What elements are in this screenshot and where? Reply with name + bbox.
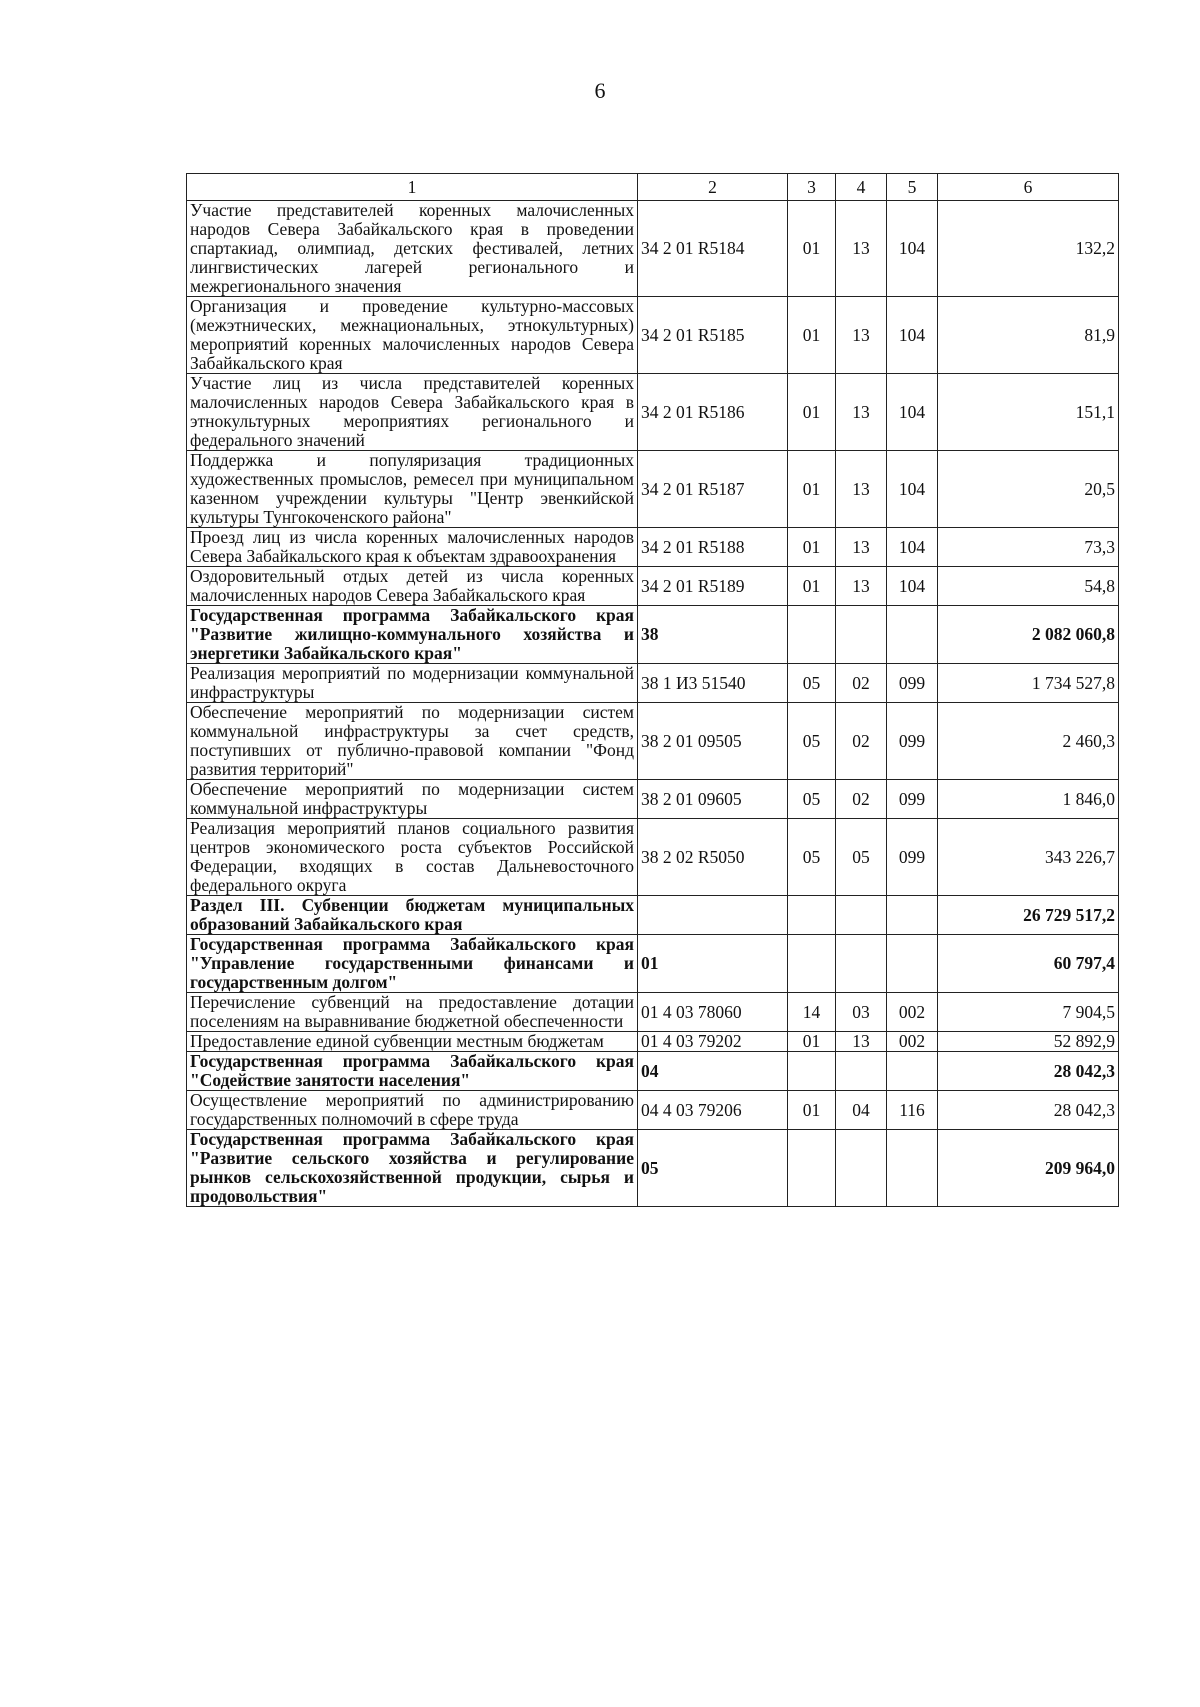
table-row [187,1032,1119,1052]
amount-cell: 132,2 [938,201,1119,297]
table-row [187,935,1119,993]
header-cell: 1 [187,174,638,201]
table-body [187,201,1119,1207]
code-cell: 04 4 03 79206 [638,1091,788,1130]
table-row [187,993,1119,1032]
subsection-cell: 13 [836,297,887,374]
expense-type-cell: 116 [887,1091,938,1130]
table-row [187,1130,1119,1207]
table-row [187,451,1119,528]
budget-table [186,173,1119,1207]
amount-cell: 26 729 517,2 [938,896,1119,935]
section-cell: 05 [788,819,836,896]
subsection-cell: 13 [836,201,887,297]
amount-cell: 28 042,3 [938,1091,1119,1130]
table-row [187,664,1119,703]
expense-type-cell: 002 [887,993,938,1032]
table-row [187,1091,1119,1130]
amount-cell: 60 797,4 [938,935,1119,993]
section-cell: 01 [788,528,836,567]
table-row [187,780,1119,819]
amount-cell: 28 042,3 [938,1052,1119,1091]
section-cell: 01 [788,201,836,297]
code-cell: 34 2 01 R5185 [638,297,788,374]
name-cell: Государственная программа Забайкальского края "Содействие занятости населения" [187,1052,638,1091]
table-row [187,297,1119,374]
subsection-cell: 13 [836,451,887,528]
amount-cell: 7 904,5 [938,993,1119,1032]
subsection-cell [836,935,887,993]
code-cell: 34 2 01 R5184 [638,201,788,297]
subsection-cell: 05 [836,819,887,896]
section-cell [788,1130,836,1207]
subsection-cell: 02 [836,664,887,703]
code-cell: 38 2 01 09605 [638,780,788,819]
expense-type-cell: 099 [887,819,938,896]
section-cell [788,935,836,993]
header-cell: 6 [938,174,1119,201]
name-cell: Проезд лиц из числа коренных малочисленных народов Севера Забайкальского края к объектам здравоохранения [187,528,638,567]
code-cell: 38 2 02 R5050 [638,819,788,896]
expense-type-cell: 104 [887,374,938,451]
code-cell: 05 [638,1130,788,1207]
name-cell: Осуществление мероприятий по администрированию государственных полномочий в сфере труда [187,1091,638,1130]
amount-cell: 1 734 527,8 [938,664,1119,703]
section-cell: 05 [788,664,836,703]
amount-cell: 81,9 [938,297,1119,374]
expense-type-cell: 104 [887,297,938,374]
name-cell: Поддержка и популяризация традиционных художественных промыслов, ремесел при муниципальном казенном учреждении культуры "Центр эвенкийской культуры Тунгокоченского района" [187,451,638,528]
code-cell: 34 2 01 R5186 [638,374,788,451]
amount-cell: 73,3 [938,528,1119,567]
section-cell: 14 [788,993,836,1032]
name-cell: Реализация мероприятий по модернизации коммунальной инфраструктуры [187,664,638,703]
section-cell: 01 [788,374,836,451]
amount-cell: 2 082 060,8 [938,606,1119,664]
amount-cell: 54,8 [938,567,1119,606]
table-row [187,703,1119,780]
expense-type-cell: 002 [887,1032,938,1052]
name-cell: Оздоровительный отдых детей из числа коренных малочисленных народов Севера Забайкальского края [187,567,638,606]
section-cell [788,1052,836,1091]
amount-cell: 1 846,0 [938,780,1119,819]
subsection-cell: 13 [836,567,887,606]
subsection-cell: 03 [836,993,887,1032]
expense-type-cell: 104 [887,567,938,606]
amount-cell: 343 226,7 [938,819,1119,896]
name-cell: Раздел III. Субвенции бюджетам муниципальных образований Забайкальского края [187,896,638,935]
name-cell: Реализация мероприятий планов социального развития центров экономического роста субъектов Российской Федерации, входящих в состав Дальневосточного федерального округа [187,819,638,896]
table-row [187,606,1119,664]
section-cell: 01 [788,1091,836,1130]
code-cell: 34 2 01 R5188 [638,528,788,567]
name-cell: Предоставление единой субвенции местным бюджетам [187,1032,638,1052]
code-cell: 01 4 03 79202 [638,1032,788,1052]
code-cell: 38 2 01 09505 [638,703,788,780]
subsection-cell: 13 [836,374,887,451]
header-cell: 5 [887,174,938,201]
subsection-cell [836,896,887,935]
section-cell: 01 [788,451,836,528]
subsection-cell: 13 [836,528,887,567]
subsection-cell [836,606,887,664]
code-cell: 01 4 03 78060 [638,993,788,1032]
expense-type-cell: 099 [887,703,938,780]
code-cell: 38 1 И3 51540 [638,664,788,703]
expense-type-cell: 104 [887,528,938,567]
expense-type-cell: 099 [887,664,938,703]
name-cell: Участие представителей коренных малочисленных народов Севера Забайкальского края в проведении спартакиад, олимпиад, детских фестивалей, летних лингвистических лагерей регионального и межрегионального значения [187,201,638,297]
expense-type-cell [887,896,938,935]
code-cell: 38 [638,606,788,664]
expense-type-cell [887,935,938,993]
amount-cell: 20,5 [938,451,1119,528]
section-cell: 05 [788,780,836,819]
header-cell: 2 [638,174,788,201]
table-row [187,819,1119,896]
subsection-cell: 04 [836,1091,887,1130]
expense-type-cell: 104 [887,451,938,528]
amount-cell: 151,1 [938,374,1119,451]
section-cell: 01 [788,567,836,606]
subsection-cell: 02 [836,703,887,780]
code-cell: 34 2 01 R5187 [638,451,788,528]
amount-cell: 209 964,0 [938,1130,1119,1207]
header-cell: 3 [788,174,836,201]
name-cell: Государственная программа Забайкальского края "Развитие жилищно-коммунального хозяйства и энергетики Забайкальского края" [187,606,638,664]
subsection-cell: 02 [836,780,887,819]
name-cell: Государственная программа Забайкальского края "Управление государственными финансами и государственным долгом" [187,935,638,993]
table-row [187,374,1119,451]
header-cell: 4 [836,174,887,201]
table-row [187,1052,1119,1091]
expense-type-cell: 104 [887,201,938,297]
table-row [187,896,1119,935]
expense-type-cell: 099 [887,780,938,819]
code-cell [638,896,788,935]
expense-type-cell [887,606,938,664]
subsection-cell [836,1052,887,1091]
subsection-cell: 13 [836,1032,887,1052]
section-cell [788,896,836,935]
code-cell: 04 [638,1052,788,1091]
table-row [187,528,1119,567]
header-row [187,174,1119,201]
name-cell: Обеспечение мероприятий по модернизации систем коммунальной инфраструктуры за счет средств, поступивших от публично-правовой компании "Фонд развития территорий" [187,703,638,780]
name-cell: Государственная программа Забайкальского края "Развитие сельского хозяйства и регулирование рынков сельскохозяйственной продукции, сырья и продовольствия" [187,1130,638,1207]
code-cell: 34 2 01 R5189 [638,567,788,606]
page-number: 6 [594,78,606,103]
section-cell [788,606,836,664]
expense-type-cell [887,1052,938,1091]
name-cell: Перечисление субвенций на предоставление дотации поселениям на выравнивание бюджетной обеспеченности [187,993,638,1032]
name-cell: Обеспечение мероприятий по модернизации систем коммунальной инфраструктуры [187,780,638,819]
subsection-cell [836,1130,887,1207]
table-row [187,201,1119,297]
table-row [187,567,1119,606]
expense-type-cell [887,1130,938,1207]
section-cell: 05 [788,703,836,780]
amount-cell: 2 460,3 [938,703,1119,780]
section-cell: 01 [788,297,836,374]
code-cell: 01 [638,935,788,993]
name-cell: Организация и проведение культурно-массовых (межэтнических, межнациональных, этнокультурных) мероприятий коренных малочисленных народов Севера Забайкальского края [187,297,638,374]
amount-cell: 52 892,9 [938,1032,1119,1052]
section-cell: 01 [788,1032,836,1052]
name-cell: Участие лиц из числа представителей коренных малочисленных народов Севера Забайкальского края в этнокультурных мероприятиях регионального и федерального значений [187,374,638,451]
